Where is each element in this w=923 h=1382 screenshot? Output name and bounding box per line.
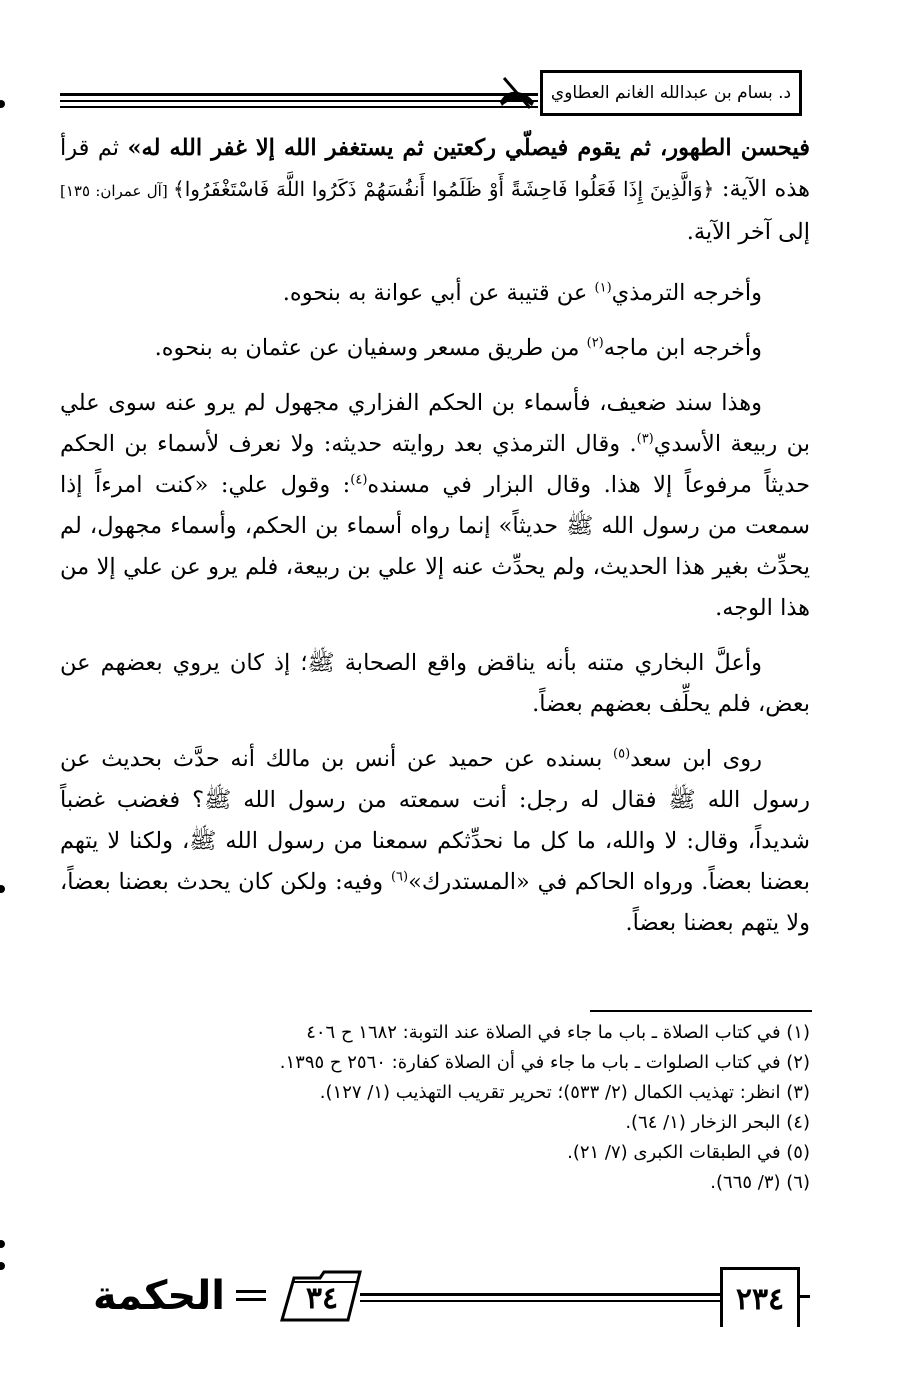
footnote-ref[interactable]: (١) [594,280,612,296]
main-text [60,128,810,944]
footnote-item: (٣) انظر: تهذيب الكمال (٢/ ٥٣٣)؛ تحرير تقريب التهذيب (١/ ١٢٧). [319,1082,810,1103]
paragraph-1: فيحسن الطهور، ثم يقوم فيصلّي ركعتين ثم يستغفر الله إلا غفر الله له» ثم قرأ هذه الآية: ﴿وَالَّذِينَ إِذَا فَعَلُوا فَاحِشَةً أَوْ ظَلَمُوا أَنفُسَهُمْ ذَكَرُوا اللَّهَ فَاسْتَغْفَرُوا﴾ [آل عمران: ١٣٥] إلى آخر الآية. [60,135,811,245]
footer-rule [360,1293,720,1296]
footnote-ref[interactable]: (٢) [586,335,604,351]
margin-dot [0,1240,5,1248]
page-number: ٢٣٤ [720,1267,800,1327]
footnote-item: (٥) في الطبقات الكبرى (٧/ ٢١). [567,1142,810,1163]
footnote-ref[interactable]: (٥) [613,746,631,762]
paragraph-5: وأعلَّ البخاري متنه بأنه يناقض واقع الصحابة ﷺ؛ إذ كان يروي بعضهم عن بعض، فلم يحلِّف بعضهم بعضاً. [60,650,810,717]
footer-rule [800,1295,810,1298]
magazine-logo: الحكمة [93,1273,225,1319]
header-rule-thick [60,93,538,96]
margin-dot [0,885,5,893]
footnote-item: (٦) (٣/ ٦٦٥). [710,1172,810,1193]
paragraph-4: وهذا سند ضعيف، فأسماء بن الحكم الفزاري مجهول لم يرو عنه سوى علي بن ربيعة الأسدي$^{(٣)}$. وقال الترمذي بعد روايته حديثه: ولا نعرف لأسماء بن الحكم حديثاً مرفوعاً إلا هذا. وقال البزار في مسنده$^{(٤)}$: وقول علي: «كنت امرءاً إذا سمعت من رسول الله ﷺ حديثاً» إنما رواه أسماء بن الحكم، وأسماء مجهول، لم يحدِّث بغير هذا الحديث، ولم يحدِّث عنه إلا علي بن ربيعة، فلم يرو عن علي إلا من هذا الوجه. [60,390,810,621]
footnote-separator [590,1010,812,1012]
paragraph-3: وأخرجه ابن ماجه$^{(٢)}$ من طريق مسعر وسفيان عن عثمان به بنحوه. [154,335,762,361]
pen-icon [496,72,538,112]
paragraph-2: وأخرجه الترمذي$^{(١)}$ عن قتيبة عن أبي عوانة به بنحوه. [282,280,762,306]
header-rule-thin [60,100,538,102]
footnotes [110,1018,810,1198]
margin-dot [0,100,5,108]
footnote-ref[interactable]: (٣) [636,431,654,447]
footnote-ref[interactable]: (٤) [350,472,368,488]
footer-rule [236,1290,266,1293]
footnote-item: (٢) في كتاب الصلوات ـ باب ما جاء في أن الصلاة كفارة: ٢٥٦٠ ح ١٣٩٥. [279,1052,810,1073]
issue-number: ٣٤ [305,1281,339,1316]
verse-reference: [آل عمران: ١٣٥] [60,182,173,200]
margin-dot [0,1262,5,1270]
footer-rule [360,1300,720,1302]
footnote-ref[interactable]: (٦) [390,869,409,885]
paragraph-6: روى ابن سعد$^{(٥)}$ بسنده عن حميد عن أنس بن مالك أنه حدَّث بحديث عن رسول الله ﷺ فقال له رجل: أنت سمعته من رسول الله ﷺ؟ فغضب غضباً شديداً، وقال: لا والله، ما كل ما نحدِّثكم سمعنا من رسول الله ﷺ، ولكنا لا يتهم بعضنا بعضاً. ورواه الحاكم في «المستدرك»$^{(٦)}$ وفيه: ولكن كان يحدث بعضنا بعضاً، ولا يتهم بعضنا بعضاً. [60,746,810,936]
footnote-item: (٤) البحر الزخار (١/ ٦٤). [625,1112,810,1133]
author-header: د. بسام بن عبدالله الغانم العطاوي [540,70,802,116]
footer-rule [236,1298,266,1301]
header-rule-thin [60,106,538,108]
footnote-item: (١) في كتاب الصلاة ـ باب ما جاء في الصلاة عند التوبة: ١٦٨٢ ح ٤٠٦ [306,1022,810,1043]
quran-verse: ﴿وَالَّذِينَ إِذَا فَعَلُوا فَاحِشَةً أَوْ ظَلَمُوا أَنفُسَهُمْ ذَكَرُوا اللَّهَ فَاسْتَغْفَرُوا﴾ [172,177,715,201]
